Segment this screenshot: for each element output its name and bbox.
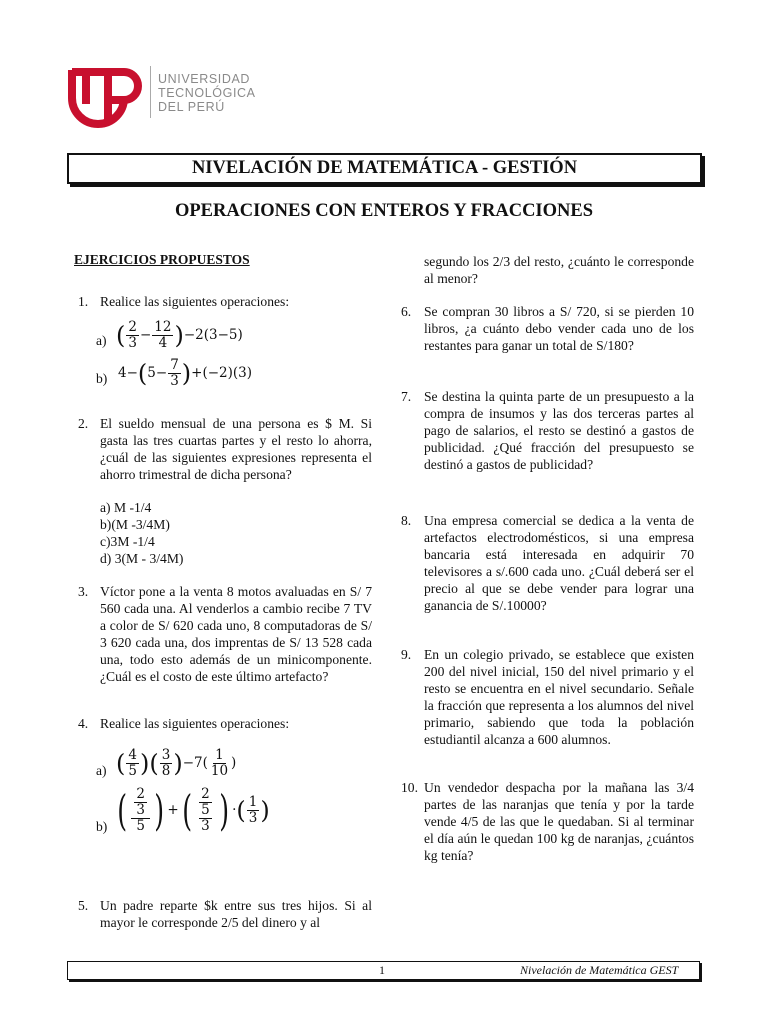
exercise-4b-label: b) <box>96 819 108 834</box>
exercise-6-text: Se compran 30 libros a S/ 720, si se pierden 10 libros, ¿a cuánto debo vender cada uno de los restantes para ganar un total de S/180? <box>424 304 694 353</box>
logo-line-3: DEL PERÚ <box>158 100 225 114</box>
exercise-10-number: 10. <box>401 780 418 795</box>
exercise-7-number: 7. <box>401 389 412 404</box>
exercise-1a-label: a) <box>96 333 107 348</box>
exercise-2-option-d: d) 3(M - 3/4M) <box>100 551 184 566</box>
exercise-4a-label: a) <box>96 763 107 778</box>
exercise-3-number: 3. <box>78 584 89 599</box>
exercise-10-text: Un vendedor despacha por la mañana las 3/4 partes de las naranjas que tenía y por la tarde vende 4/5 de las que le quedaban. Si al terminar el día aún le quedan 100 kg de naranjas, ¿cuántos kg tenía? <box>424 780 694 863</box>
exercise-4-number: 4. <box>78 716 89 731</box>
exercise-4a-expression: ( $\frac{4}{5}$ )( $\frac{3}{8}$ )−7( $\frac{1}{10}$ ) <box>116 747 237 779</box>
page-number: 1 <box>379 963 385 977</box>
footer-course-name: Nivelación de Matemática GEST <box>520 963 679 977</box>
exercise-2-number: 2. <box>78 416 89 431</box>
logo-divider <box>150 66 151 118</box>
exercise-6-number: 6. <box>401 304 412 319</box>
exercise-9-number: 9. <box>401 647 412 662</box>
exercise-2-option-a: a) M -1/4 <box>100 500 152 515</box>
document-title: NIVELACIÓN DE MATEMÁTICA - GESTIÓN <box>67 153 702 184</box>
exercise-1-number: 1. <box>78 294 89 309</box>
logo-line-2: TECNOLÓGICA <box>158 86 256 100</box>
exercise-5-number: 5. <box>78 898 89 913</box>
exercise-5-text: Un padre reparte $k entre sus tres hijos. Si al mayor le corresponde 2/5 del dinero y al <box>100 898 372 930</box>
exercise-3-text: Víctor pone a la venta 8 motos avaluadas en S/ 7 560 cada una. Al venderlos a cambio recibe 7 TV a color de S/ 620 cada uno, 8 computadoras de S/ 3 620 cada una, dos imprentas de S/ 13 528 cada una, todo esto además de un minicomponente. ¿Cuál es el costo de este último artefacto? <box>100 584 372 684</box>
exercise-7-text: Se destina la quinta parte de un presupuesto a la compra de insumos y las dos terceras partes al pago de salarios, el resto se destinó a gastos de publicidad. ¿Qué fracción del presupuesto se destinó a gastos de publicidad? <box>424 389 694 472</box>
exercise-1-text: Realice las siguientes operaciones: <box>100 294 290 309</box>
exercise-4-text: Realice las siguientes operaciones: <box>100 716 290 731</box>
document-subtitle: OPERACIONES CON ENTEROS Y FRACCIONES <box>174 201 594 221</box>
section-heading: EJERCICIOS PROPUESTOS <box>74 252 250 267</box>
exercise-8-text: Una empresa comercial se dedica a la venta de artefactos electrodomésticos, si una empresa bancaria está interesada en adquirir 70 televisores a s/.600 cada uno. ¿Cuál deberá ser el precio al que se debe vender para lograr una ganancia de S/.10000? <box>424 513 694 613</box>
exercise-1a-expression: ( $\frac{2}{3}$ − $\frac{12}{4}$ )−2(3−5) <box>116 319 243 351</box>
exercise-2-text: El sueldo mensual de una persona es $ M. Si gasta las tres cuartas partes y el resto lo ahorra, ¿cuál de las siguientes expresiones representa el ahorro trimestral de dicha persona? <box>100 416 372 482</box>
exercise-1b-expression: 4−(5− $\frac{7}{3}$ )+(−2)(3) <box>118 357 253 389</box>
exercise-5-continuation: segundo los 2/3 del resto, ¿cuánto le corresponde al menor? <box>424 254 694 286</box>
logo-line-1: UNIVERSIDAD <box>158 72 251 86</box>
exercise-2-option-c: c)3M -1/4 <box>100 534 155 549</box>
exercise-4b-expression: ( $\frac{\frac{2}{3}}{5}$ ) +( $\frac{2}{\frac{5}{3}}$ ) ·( $\frac{1}{3}$ ) <box>117 786 270 835</box>
utp-logo-icon <box>68 64 148 128</box>
exercise-9-text: En un colegio privado, se establece que existen 200 del nivel inicial, 150 del nivel primario y el resto se encuentra en el nivel secundario. Señale la fracción que representa a los alumnos del nivel primario, sabiendo que toda la población estudiantil alcanza a 600 alumnos. <box>424 647 694 747</box>
exercise-1b-label: b) <box>96 371 108 386</box>
exercise-8-number: 8. <box>401 513 412 528</box>
exercise-2-option-b: b)(M -3/4M) <box>100 517 170 532</box>
university-logo <box>68 64 258 128</box>
